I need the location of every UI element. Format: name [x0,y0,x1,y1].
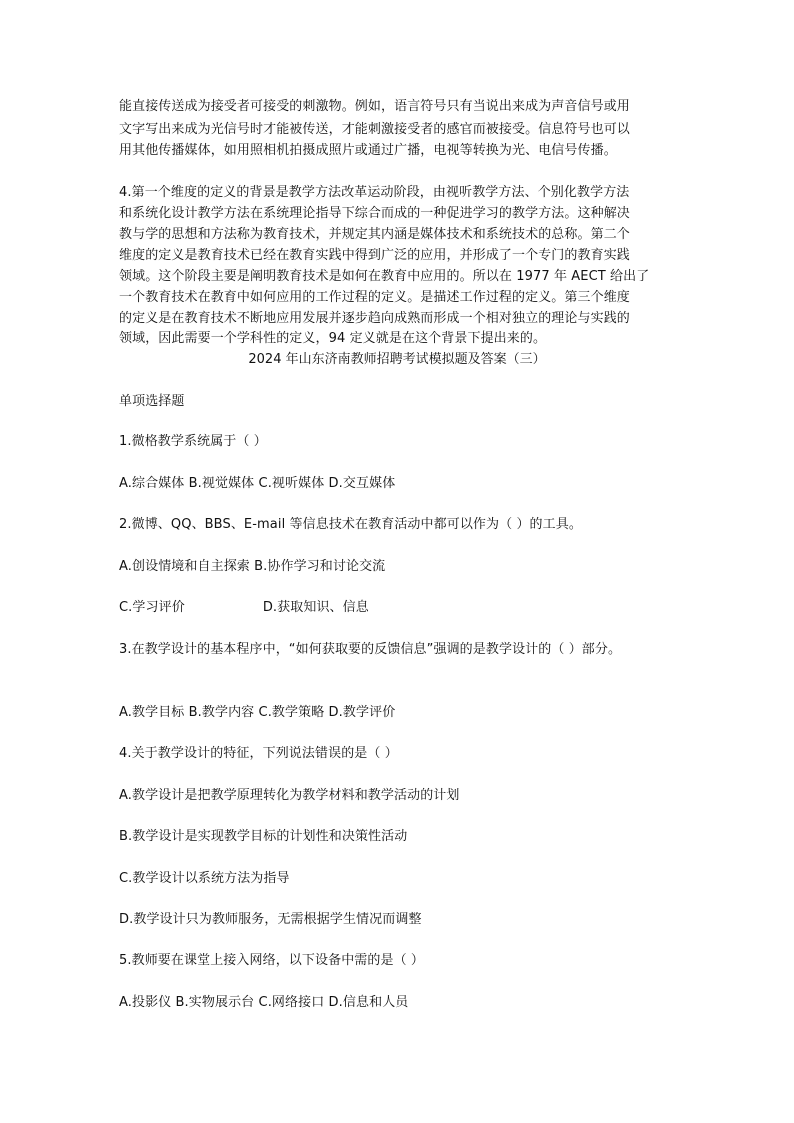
question-3-stem: 3.在教学设计的基本程序中，“如何获取要的反馈信息”强调的是教学设计的（ ）部分。 [119,642,622,657]
question-1-stem: 1.微格教学系统属于（ ） [119,434,267,449]
question-2-option-c: C.学习评价 [119,600,185,615]
question-2-options-cd [119,597,369,618]
question-5-stem: 5.教师要在课堂上接入网络，以下设备中需的是（ ） [119,953,425,968]
para4-line-3: 教与学的思想和方法称为教育技术，并规定其内涵是媒体技术和系统技术的总称。第二个 [119,227,630,242]
para4-line-7: 的定义是在教育技术不断地应用发展并逐步趋向成熟而形成一个相对独立的理论与实践的 [119,311,630,326]
question-2-option-d: D.获取知识、信息 [262,600,369,615]
question-4-option-b: B.教学设计是实现教学目标的计划性和决策性活动 [119,829,408,844]
para4-line-4: 维度的定义是教育技术已经在教育实践中得到广泛的应用，并形成了一个专门的教育实践 [119,248,630,263]
question-3-options: A.教学目标 B.教学内容 C.教学策略 D.教学评价 [119,705,396,720]
question-4-stem: 4.关于教学设计的特征，下列说法错误的是（ ） [119,746,398,761]
para4-line-6: 一个教育技术在教育中如何应用的工作过程的定义。是描述工作过程的定义。第三个维度 [119,290,630,305]
intro-line-1: 能直接传送成为接受者可接受的刺激物。例如，语言符号只有当说出来成为声音信号或用 [119,99,630,114]
para4-line-8: 领域，因此需要一个学科性的定义，94 定义就是在这个背景下提出来的。 [119,331,547,346]
question-5-options: A.投影仪 B.实物展示台 C.网络接口 D.信息和人员 [119,995,409,1010]
page-title: 2024 年山东济南教师招聘考试模拟题及答案（三） [248,352,546,367]
intro-line-3: 用其他传播媒体，如用照相机拍摄成照片或通过广播，电视等转换为光、电信号传播。 [119,143,617,158]
intro-line-2: 文字写出来成为光信号时才能被传送，才能刺激接受者的感官而被接受。信息符号也可以 [119,122,630,137]
question-4-option-a: A.教学设计是把教学原理转化为教学材料和教学活动的计划 [119,788,460,803]
question-4-option-c: C.教学设计以系统方法为指导 [119,871,290,886]
para4-line-1: 4.第一个维度的定义的背景是教学方法改革运动阶段，由视听教学方法、个别化教学方法 [119,185,630,200]
question-2-stem: 2.微博、QQ、BBS、E-mail 等信息技术在教育活动中都可以作为（ ）的工具。 [119,517,582,532]
question-1-options: A.综合媒体 B.视觉媒体 C.视听媒体 D.交互媒体 [119,476,396,491]
section-heading: 单项选择题 [119,394,185,409]
question-2-options-ab: A.创设情境和自主探索 B.协作学习和讨论交流 [119,559,386,574]
para4-line-5: 领域。这个阶段主要是阐明教育技术是如何在教育中应用的。所以在 1977 年 AECT 给出了 [119,269,650,284]
para4-line-2: 和系统化设计教学方法在系统理论指导下综合而成的一种促进学习的教学方法。这种解决 [119,206,630,221]
question-4-option-d: D.教学设计只为教师服务，无需根据学生情况而调整 [119,912,422,927]
